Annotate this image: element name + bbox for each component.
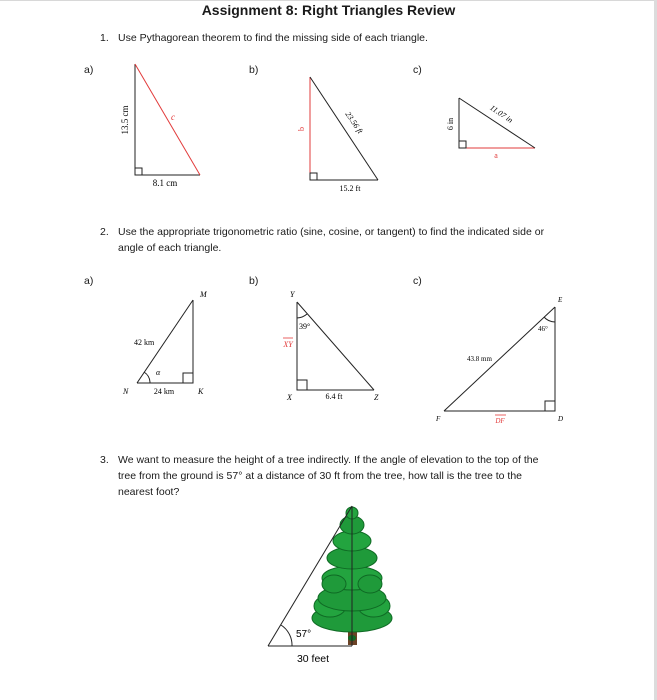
q1b-horizontal-leg-label: 15.2 ft: [339, 184, 361, 193]
q1c-hypotenuse-label: 11.07 in: [488, 103, 515, 125]
q2c-triangle: [435, 296, 563, 425]
q2-part-b-label: b): [249, 275, 259, 287]
q3-tree-figure: [268, 506, 392, 665]
q2b-triangle: [282, 290, 379, 402]
question-text: Use Pythagorean theorem to find the missing side of each triangle.: [118, 32, 428, 44]
question-text-line-3: nearest foot?: [118, 486, 180, 498]
q1a-horizontal-leg-label: 8.1 cm: [152, 178, 178, 188]
question-text-line-1: Use the appropriate trigonometric ratio (sine, cosine, or tangent) to find the indicated side or: [118, 226, 545, 238]
q2a-base-label: 24 km: [153, 387, 175, 396]
q2-part-a-label: a): [84, 275, 94, 287]
q1b-hypotenuse-label: 23.56 ft: [343, 109, 365, 136]
q2b-angle-label: 39°: [299, 322, 311, 331]
q2c-vertex-f: F: [436, 415, 441, 423]
q2a-triangle: [122, 290, 208, 396]
q2a-angle-label: α: [156, 368, 161, 377]
question-text-line-1: We want to measure the height of a tree indirectly. If the angle of elevation to the top of the: [118, 454, 539, 466]
q2c-angle-label: 46°: [538, 325, 548, 333]
q1-part-a-label: a): [84, 64, 94, 76]
q2b-vertex-z: Z: [374, 393, 379, 402]
q1-part-b-label: b): [249, 64, 259, 76]
q2a-vertex-m: M: [200, 290, 207, 299]
q3-distance-label: 30 feet: [296, 653, 330, 665]
q1-part-c-label: c): [413, 64, 422, 76]
q1c-triangle: [446, 98, 535, 160]
q3-angle-label: 57°: [296, 629, 312, 640]
q1c-horizontal-leg-label: a: [494, 151, 498, 160]
q2a-hypotenuse-label: 42 km: [134, 338, 155, 347]
question-text-line-2: angle of each triangle.: [118, 242, 222, 254]
q1a-vertical-leg-label: 13.5 cm: [120, 105, 130, 135]
q1b-vertical-leg-label: b: [297, 127, 306, 131]
q2c-hypotenuse-label: 43.8 mm: [467, 355, 492, 363]
q2b-vertex-y: Y: [290, 290, 295, 299]
question-number: 2.: [100, 226, 109, 238]
q2b-base-label: 6.4 ft: [325, 392, 343, 401]
q1a-hypotenuse-label: c: [171, 112, 175, 122]
question-number: 1.: [100, 32, 109, 44]
q2b-side-xy-label: XY: [283, 340, 293, 349]
question-number: 3.: [100, 454, 109, 466]
q1a-triangle: [120, 64, 200, 188]
q1c-vertical-leg-label: 6 in: [446, 117, 455, 131]
q2a-vertex-k: K: [198, 387, 204, 396]
q2c-vertex-e: E: [558, 296, 563, 304]
q2-part-c-label: c): [413, 275, 422, 287]
q2b-vertex-x: X: [287, 393, 292, 402]
question-text-line-2: tree from the ground is 57° at a distance of 30 ft from the tree, how tall is the tree to the: [118, 470, 522, 482]
q1b-triangle: [297, 77, 378, 193]
page-title: Assignment 8: Right Triangles Review: [201, 2, 456, 18]
q2a-vertex-n: N: [123, 387, 129, 396]
q2c-base-label: DF: [495, 417, 505, 425]
q2c-vertex-d: D: [558, 415, 564, 423]
